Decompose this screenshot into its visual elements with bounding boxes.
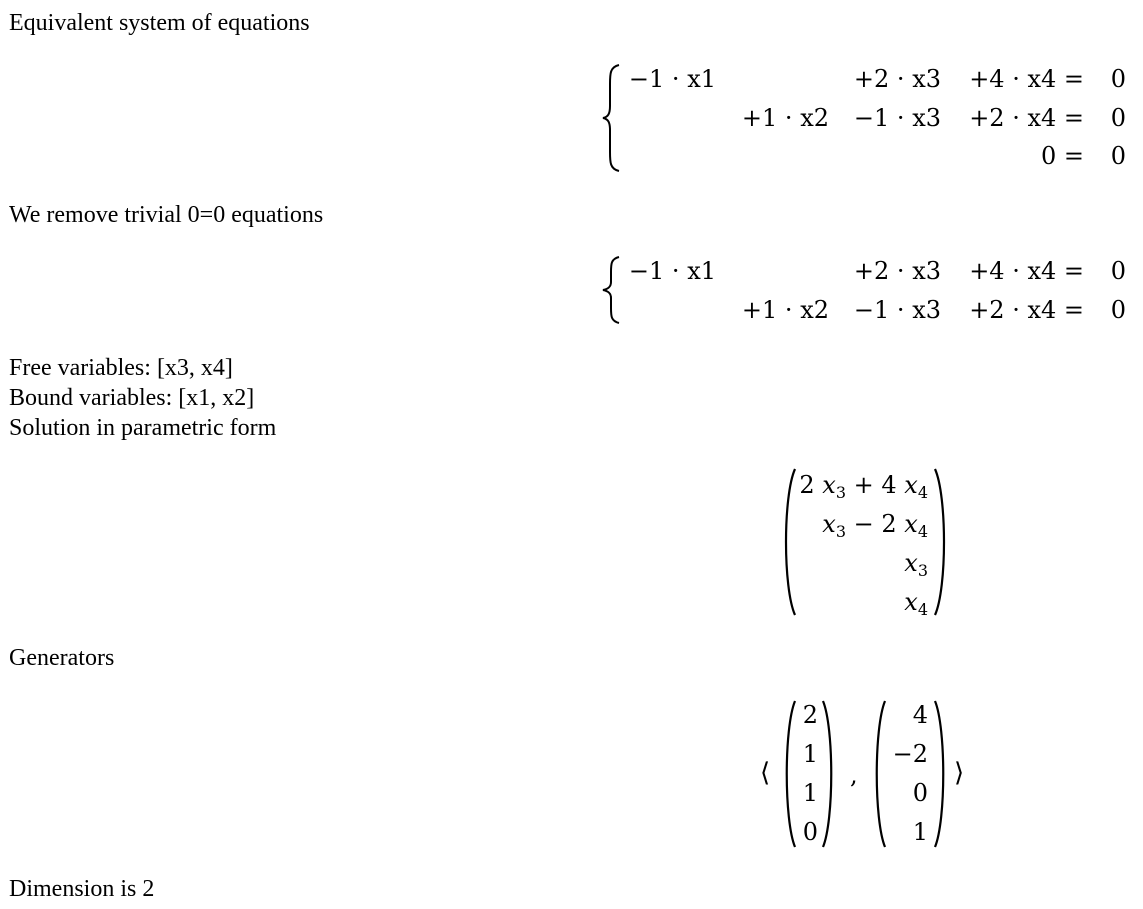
left-brace [600, 62, 624, 174]
equation-term: −1 · x1 [628, 65, 716, 93]
equation-term: 0 [1110, 257, 1126, 285]
left-angle-bracket: ⟨ [760, 758, 771, 788]
dimension-text: Dimension is 2 [9, 876, 155, 902]
vector-entry: 4 [912, 701, 928, 729]
vector-entry: $x_3$ [904, 549, 928, 580]
right-angle-bracket: ⟩ [954, 758, 965, 788]
vector-entry: 1 [912, 818, 928, 846]
equation-term: 0 [1110, 142, 1126, 170]
vector-separator: , [850, 761, 858, 789]
left-parenthesis [778, 466, 798, 618]
equation-term: +2 · x3 [853, 65, 941, 93]
equation-term: 0 = [1040, 142, 1084, 170]
left-brace [600, 254, 624, 326]
equation-term: +1 · x2 [741, 103, 829, 132]
equation-term: +2 · x4 = [969, 103, 1084, 132]
vector-entry: 1 [802, 779, 818, 807]
right-parenthesis [932, 698, 950, 850]
equation-term: +1 · x2 [741, 295, 829, 324]
equation-term: +4 · x4 = [969, 257, 1084, 285]
vector-entry: 2 $x_3 + 4$ $x_4$ [799, 471, 928, 502]
right-parenthesis [820, 698, 838, 850]
generators-heading: Generators [9, 645, 115, 671]
equation-system-1 [600, 62, 1135, 174]
vector-entry: 1 [802, 740, 818, 768]
right-parenthesis [932, 466, 952, 618]
vector-entry: 0 [912, 779, 928, 807]
left-parenthesis [870, 698, 888, 850]
vector-entry: 2 [802, 701, 818, 729]
equation-term: +2 · x3 [853, 257, 941, 285]
free-variables-text: Free variables: [x3, x4] [9, 355, 233, 381]
vector-entry: $x_3 - 2$ $x_4$ [822, 510, 928, 541]
equation-term: −1 · x3 [853, 295, 941, 324]
parametric-solution-vector [778, 466, 954, 618]
heading-remove-trivial: We remove trivial 0=0 equations [9, 202, 324, 228]
equation-term: −1 · x3 [853, 103, 941, 132]
heading-equivalent-system: Equivalent system of equations [9, 10, 310, 36]
bound-variables-text: Bound variables: [x1, x2] [9, 385, 255, 411]
equation-term: 0 [1110, 65, 1126, 93]
vector-entry: −2 [892, 740, 928, 768]
equation-system-2 [600, 254, 1135, 326]
equation-term: 0 [1110, 103, 1126, 132]
left-parenthesis [780, 698, 798, 850]
equation-term: +4 · x4 = [969, 65, 1084, 93]
generator-span [760, 698, 970, 850]
vector-entry: 0 [802, 818, 818, 846]
equation-term: 0 [1110, 295, 1126, 324]
equation-term: −1 · x1 [628, 257, 716, 285]
vector-entry: $x_4$ [904, 588, 928, 619]
parametric-form-heading: Solution in parametric form [9, 415, 277, 441]
equation-term: +2 · x4 = [969, 295, 1084, 324]
